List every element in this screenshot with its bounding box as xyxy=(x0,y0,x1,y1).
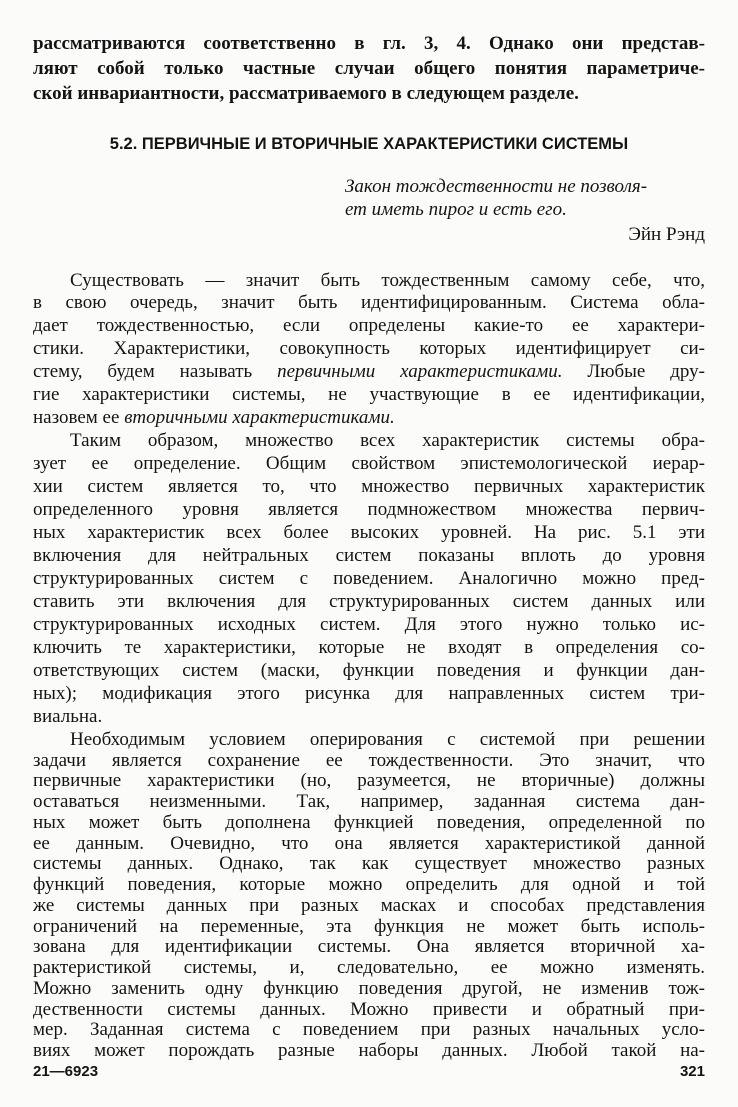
paragraph-line: Можно заменить одну функцию поведения другой, не изменив тож- xyxy=(33,978,705,999)
paragraph-line: Необходимым условием оперирования с системой при решении xyxy=(70,729,705,750)
paragraph-line: ных может быть дополнена функцией поведения, определенной по xyxy=(33,812,705,833)
paragraph-line: ключить те характеристики, которые не входят в определения со- xyxy=(33,637,705,658)
paragraph-line: в свою очередь, значит быть идентифицированным. Система обла- xyxy=(33,292,705,313)
paragraph-line: ответствующих систем (маски, функции поведения и функции дан- xyxy=(33,660,705,681)
paragraph-line: оставаться неизменными. Так, например, заданная система дан- xyxy=(33,791,705,812)
paragraph-line: ее данным. Очевидно, что она является характеристикой данной xyxy=(33,833,705,854)
term-secondary-characteristics: вторичными характеристиками. xyxy=(124,407,395,428)
paragraph-line: функций поведения, которые можно определить для одной и той xyxy=(33,874,705,895)
paragraph-line: ных характеристик всех более высоких уровней. На рис. 5.1 эти xyxy=(33,522,705,543)
paragraph-line: структурированных исходных систем. Для этого нужно только ис- xyxy=(33,614,705,635)
paragraph-line: системы данных. Однако, так как существует множество разных xyxy=(33,853,705,874)
paragraph-line: задачи является сохранение ее тождественности. Это значит, что xyxy=(33,750,705,771)
line-text: назовем ее xyxy=(33,407,125,428)
paragraph-line: мер. Заданная система с поведением при разных начальных усло- xyxy=(33,1019,705,1040)
paragraph-line: определенного уровня является подмножеством множества первич- xyxy=(33,499,705,520)
printer-signature: 21—6923 xyxy=(33,1063,99,1080)
intro-line: рассматриваются соответственно в гл. 3, 4. Однако они представ- xyxy=(33,33,705,54)
paragraph-line: ных); модификация этого рисунка для направленных систем три- xyxy=(33,683,705,704)
paragraph-line: хии систем является то, что множество первичных характеристик xyxy=(33,476,705,497)
paragraph-line: структурированных систем с поведением. Аналогично можно пред- xyxy=(33,568,705,589)
paragraph-line: дает тождественностью, если определены какие-то ее характери- xyxy=(33,315,705,336)
paragraph-line: включения для нейтральных систем показаны вплоть до уровня xyxy=(33,545,705,566)
paragraph-line: виальна. xyxy=(33,706,103,727)
paragraph-line: дественности системы данных. Можно привести и обратный при- xyxy=(33,999,705,1020)
paragraph-line xyxy=(33,405,705,430)
paragraph-line: Существовать — значит быть тождественным самому себе, что, xyxy=(70,270,705,291)
paragraph-line: виях может порождать разные наборы данных. Любой такой на- xyxy=(33,1040,705,1061)
paragraph-line xyxy=(33,359,705,384)
paragraph-line: первичные характеристики (но, разумеется, не вторичные) должны xyxy=(33,770,705,791)
epigraph-line: Закон тождественности не позволя- xyxy=(345,176,648,197)
line-text: стему, будем называть xyxy=(33,361,278,382)
epigraph-line: ет иметь пирог и есть его. xyxy=(345,199,567,220)
paragraph-line: стики. Характеристики, совокупность которых идентифицирует си- xyxy=(33,338,705,359)
intro-line: ской инвариантности, рассматриваемого в следующем разделе. xyxy=(33,83,579,104)
intro-line: ляют собой только частные случаи общего понятия параметриче- xyxy=(33,58,705,79)
section-heading: 5.2. ПЕРВИЧНЫЕ И ВТОРИЧНЫЕ ХАРАКТЕРИСТИКИ СИСТЕМЫ xyxy=(109,135,629,153)
paragraph-line: ограничений на переменные, эта функция не может быть исполь- xyxy=(33,916,705,937)
term-primary-characteristics: первичными характеристиками. xyxy=(277,361,563,382)
paragraph-line: Таким образом, множество всех характеристик системы обра- xyxy=(70,430,705,451)
paragraph-line: ставить эти включения для структурированных систем данных или xyxy=(33,591,705,612)
paragraph-line: зует ее определение. Общим свойством эпистемологической иерар- xyxy=(33,453,705,474)
epigraph-author: Эйн Рэнд xyxy=(628,224,705,245)
paragraph-line: же системы данных при разных масках и способах представления xyxy=(33,895,705,916)
paragraph-line: гие характеристики системы, не участвующие в ее идентификации, xyxy=(33,384,705,405)
line-text: Любые дру- xyxy=(562,361,705,382)
paragraph-line: рактеристикой системы, и, следовательно, ее можно изменять. xyxy=(33,957,705,978)
page-number: 321 xyxy=(679,1063,705,1080)
paragraph-line: зована для идентификации системы. Она является вторичной ха- xyxy=(33,936,705,957)
